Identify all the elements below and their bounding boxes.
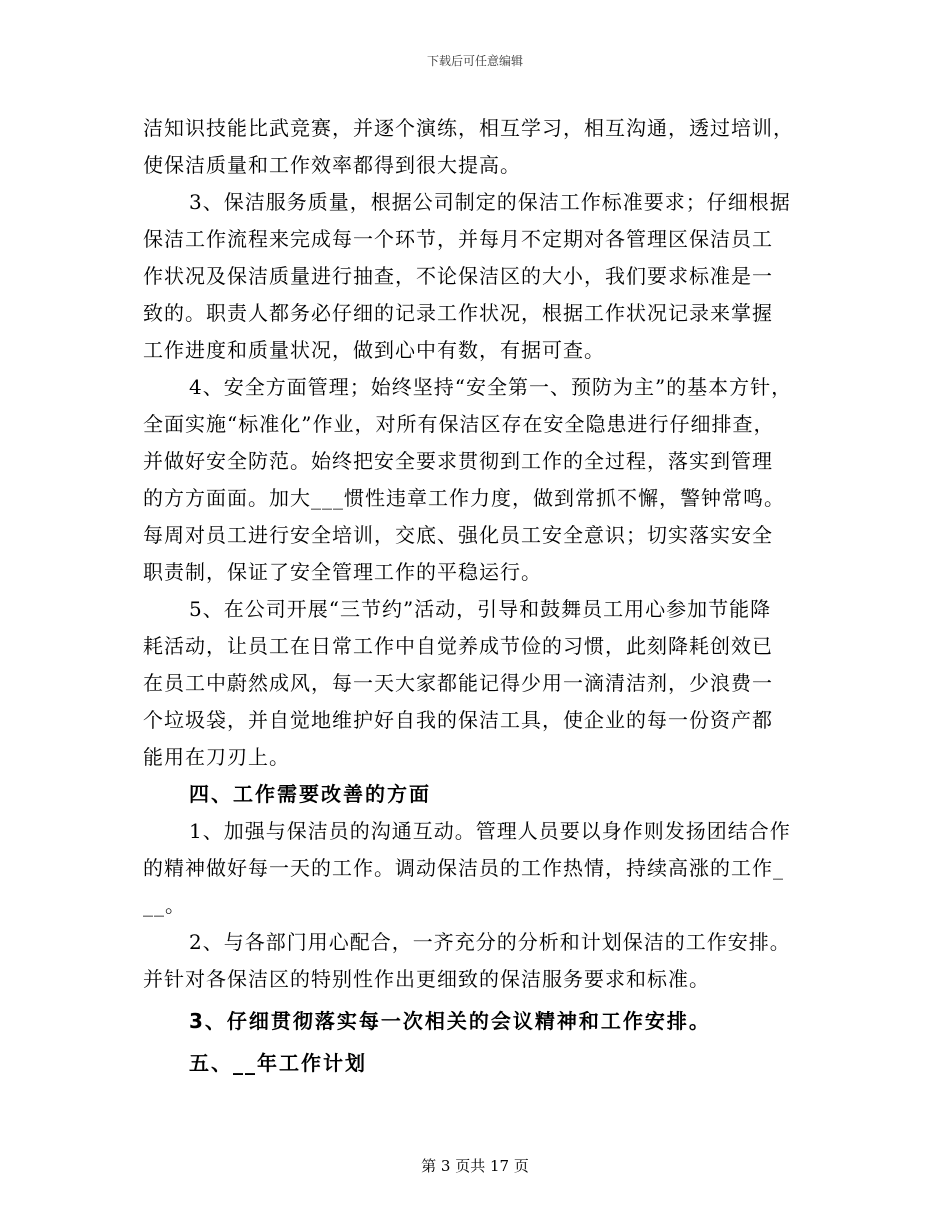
section-heading: 五、__年工作计划 — [189, 1051, 367, 1075]
paragraph-line: __。 — [143, 893, 186, 917]
paragraph-line: 1、加强与保洁员的沟通互动。管理人员要以身作则发扬团结合作 — [189, 819, 791, 843]
paragraph-line: 职责制，保证了安全管理工作的平稳运行。 — [143, 560, 542, 584]
paragraph-line: 的精神做好每一天的工作。调动保洁员的工作热情，持续高涨的工作_ — [143, 856, 784, 880]
paragraph-line: 的方方面面。加大___惯性违章工作力度，做到常抓不懈，警钟常鸣。 — [143, 486, 785, 510]
paragraph-line: 3、保洁服务质量，根据公司制定的保洁工作标准要求；仔细根据 — [189, 190, 791, 214]
paragraph-line: 保洁工作流程来完成每一个环节，并每月不定期对各管理区保洁员工 — [143, 227, 773, 251]
paragraph-line: 洁知识技能比武竞赛，并逐个演练，相互学习，相互沟通，透过培训， — [143, 116, 794, 140]
paragraph-line: 作状况及保洁质量进行抽查，不论保洁区的大小，我们要求标准是一 — [143, 264, 773, 288]
paragraph-line: 工作进度和质量状况，做到心中有数，有据可查。 — [143, 338, 605, 362]
paragraph-line: 每周对员工进行安全培训，交底、强化员工安全意识；切实落实安全 — [143, 523, 773, 547]
page-header: 下载后可任意编辑 — [426, 54, 523, 68]
paragraph-line: 4、安全方面管理；始终坚持“安全第一、预防为主”的基本方针， — [189, 375, 793, 399]
document-body — [143, 110, 823, 1082]
paragraph-line: 全面实施“标准化”作业，对所有保洁区存在安全隐患进行仔细排查， — [143, 412, 775, 436]
paragraph-line: 使保洁质量和工作效率都得到很大提高。 — [143, 153, 521, 177]
paragraph-line: 2、与各部门用心配合，一齐充分的分析和计划保洁的工作安排。 — [189, 930, 791, 954]
paragraph-line: 并做好安全防范。始终把安全要求贯彻到工作的全过程，落实到管理 — [143, 449, 773, 473]
paragraph-line: 耗活动，让员工在日常工作中自觉养成节俭的习惯，此刻降耗创效已 — [143, 634, 773, 658]
paragraph-line: 5、在公司开展“三节约”活动，引导和鼓舞员工用心参加节能降 — [189, 597, 772, 621]
paragraph-line: 致的。职责人都务必仔细的记录工作状况，根据工作状况记录来掌握 — [143, 301, 773, 325]
page-number: 第 3 页共 17 页 — [421, 1157, 529, 1175]
paragraph-line: 并针对各保洁区的特别性作出更细致的保洁服务要求和标准。 — [143, 967, 710, 991]
paragraph-line: 在员工中蔚然成风，每一天大家都能记得少用一滴清洁剂，少浪费一 — [143, 671, 773, 695]
section-heading: 四、工作需要改善的方面 — [189, 782, 431, 806]
paragraph-line: 个垃圾袋，并自觉地维护好自我的保洁工具，使企业的每一份资产都 — [143, 708, 773, 732]
paragraph-line: 能用在刀刃上。 — [143, 745, 290, 769]
bold-paragraph-line: 3、仔细贯彻落实每一次相关的会议精神和工作安排。 — [189, 1009, 711, 1033]
